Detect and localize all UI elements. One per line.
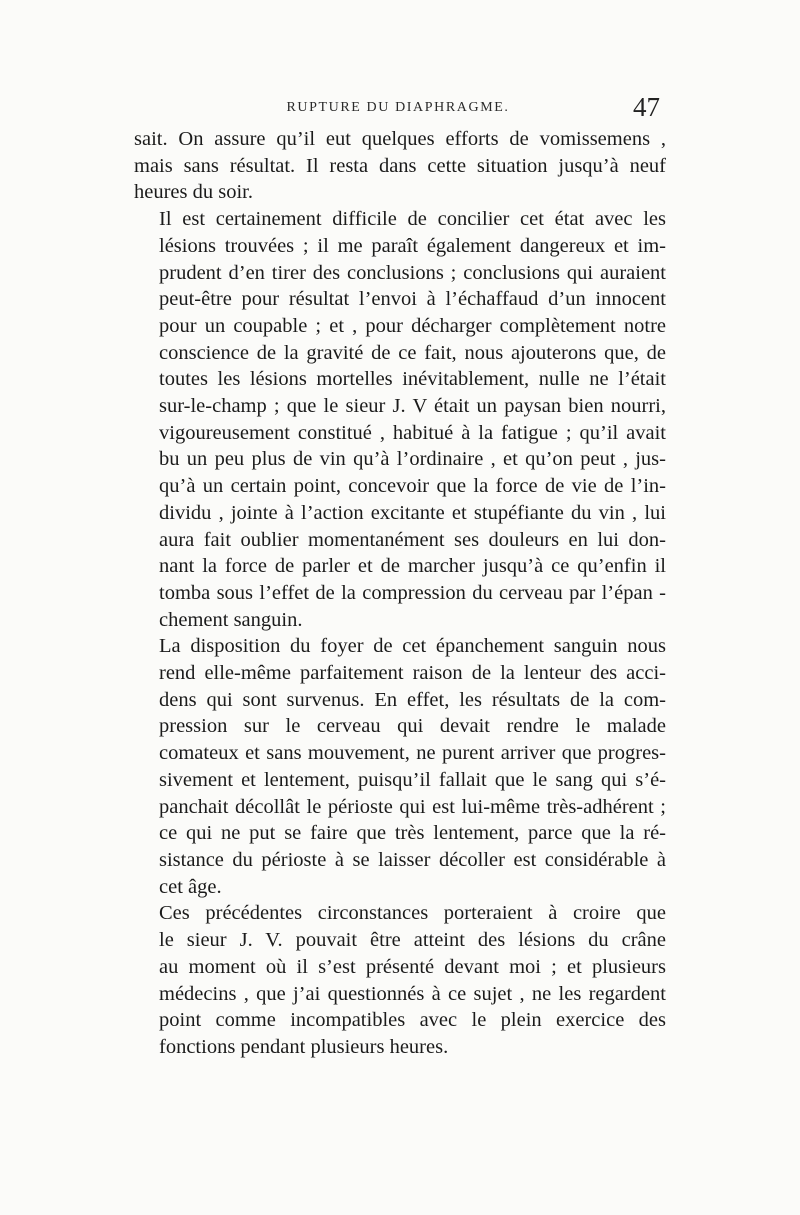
text-line: le sieur J. V. pouvait être atteint des lésions du crâne [159, 929, 666, 952]
text-line: fonctions pendant plusieurs heures. [159, 1035, 449, 1058]
text-line: sivement et lentement, puisqu’il fallait que le sang qui s’é- [159, 768, 666, 791]
text-line: peut-être pour résultat l’envoi à l’échaffaud d’un innocent [159, 288, 666, 311]
text-line: conscience de la gravité de ce fait, nous ajouterons que, de [159, 341, 666, 364]
text-line: Ces précédentes circonstances porteraient à croire que [159, 902, 666, 925]
page-header [134, 92, 662, 126]
text-line: toutes les lésions mortelles inévitablement, nulle ne l’était [159, 368, 666, 391]
text-line: tomba sous l’effet de la compression du cerveau par l’épan - [159, 581, 666, 604]
text-line: comateux et sans mouvement, ne purent arriver que progres- [159, 742, 666, 765]
text-line: Il est certainement difficile de concilier cet état avec les [159, 208, 666, 231]
text-line: cet âge. [159, 875, 222, 898]
page-number: 47 [633, 92, 660, 122]
text-line: pour un coupable ; et , pour décharger complètement notre [159, 314, 666, 337]
text-line: lésions trouvées ; il me paraît également dangereux et im- [159, 234, 666, 257]
text-line: dividu , jointe à l’action excitante et stupéfiante du vin , lui [159, 501, 666, 524]
paragraph-1 [134, 126, 666, 206]
text-line: panchait décollât le périoste qui est lui-même très-adhérent ; [159, 795, 666, 818]
text-line: sait. On assure qu’il eut quelques efforts de vomissemens , [134, 128, 666, 150]
text-line: heures du soir. [134, 181, 253, 204]
text-line: qu’à un certain point, concevoir que la force de vie de l’in- [159, 475, 666, 498]
paragraph-4 [134, 900, 666, 1060]
text-line: chement sanguin. [159, 608, 303, 631]
text-line: La disposition du foyer de cet épanchement sanguin nous [159, 635, 666, 658]
text-line: dens qui sont survenus. En effet, les résultats de la com- [159, 688, 666, 711]
text-line: nant la force de parler et de marcher jusqu’à ce qu’enfin il [159, 555, 666, 578]
text-line: pression sur le cerveau qui devait rendre le malade [159, 715, 666, 738]
text-line: bu un peu plus de vin qu’à l’ordinaire , et qu’on peut , jus- [159, 448, 666, 471]
running-title: RUPTURE DU DIAPHRAGME. [286, 100, 510, 115]
text-line: ce qui ne put se faire que très lentement, parce que la ré- [159, 822, 666, 845]
text-line: point comme incompatibles avec le plein exercice des [159, 1009, 666, 1032]
text-line: rend elle-même parfaitement raison de la lenteur des acci- [159, 662, 666, 685]
text-line: sur-le-champ ; que le sieur J. V était un paysan bien nourri, [159, 395, 666, 418]
text-line: sistance du périoste à se laisser décoller est considérable à [159, 848, 666, 871]
text-line: médecins , que j’ai questionnés à ce sujet , ne les regardent [159, 982, 666, 1005]
text-line: mais sans résultat. Il resta dans cette situation jusqu’à neuf [134, 154, 666, 177]
text-line: vigoureusement constitué , habitué à la fatigue ; qu’il avait [159, 421, 666, 444]
text-line: au moment où il s’est présenté devant moi ; et plusieurs [159, 955, 666, 978]
paragraph-3 [134, 633, 666, 900]
body-text [134, 126, 666, 1061]
text-line: aura fait oublier momentanément ses douleurs en lui don- [159, 528, 666, 551]
text-line: prudent d’en tirer des conclusions ; conclusions qui auraient [159, 261, 666, 284]
paragraph-2 [134, 206, 666, 633]
